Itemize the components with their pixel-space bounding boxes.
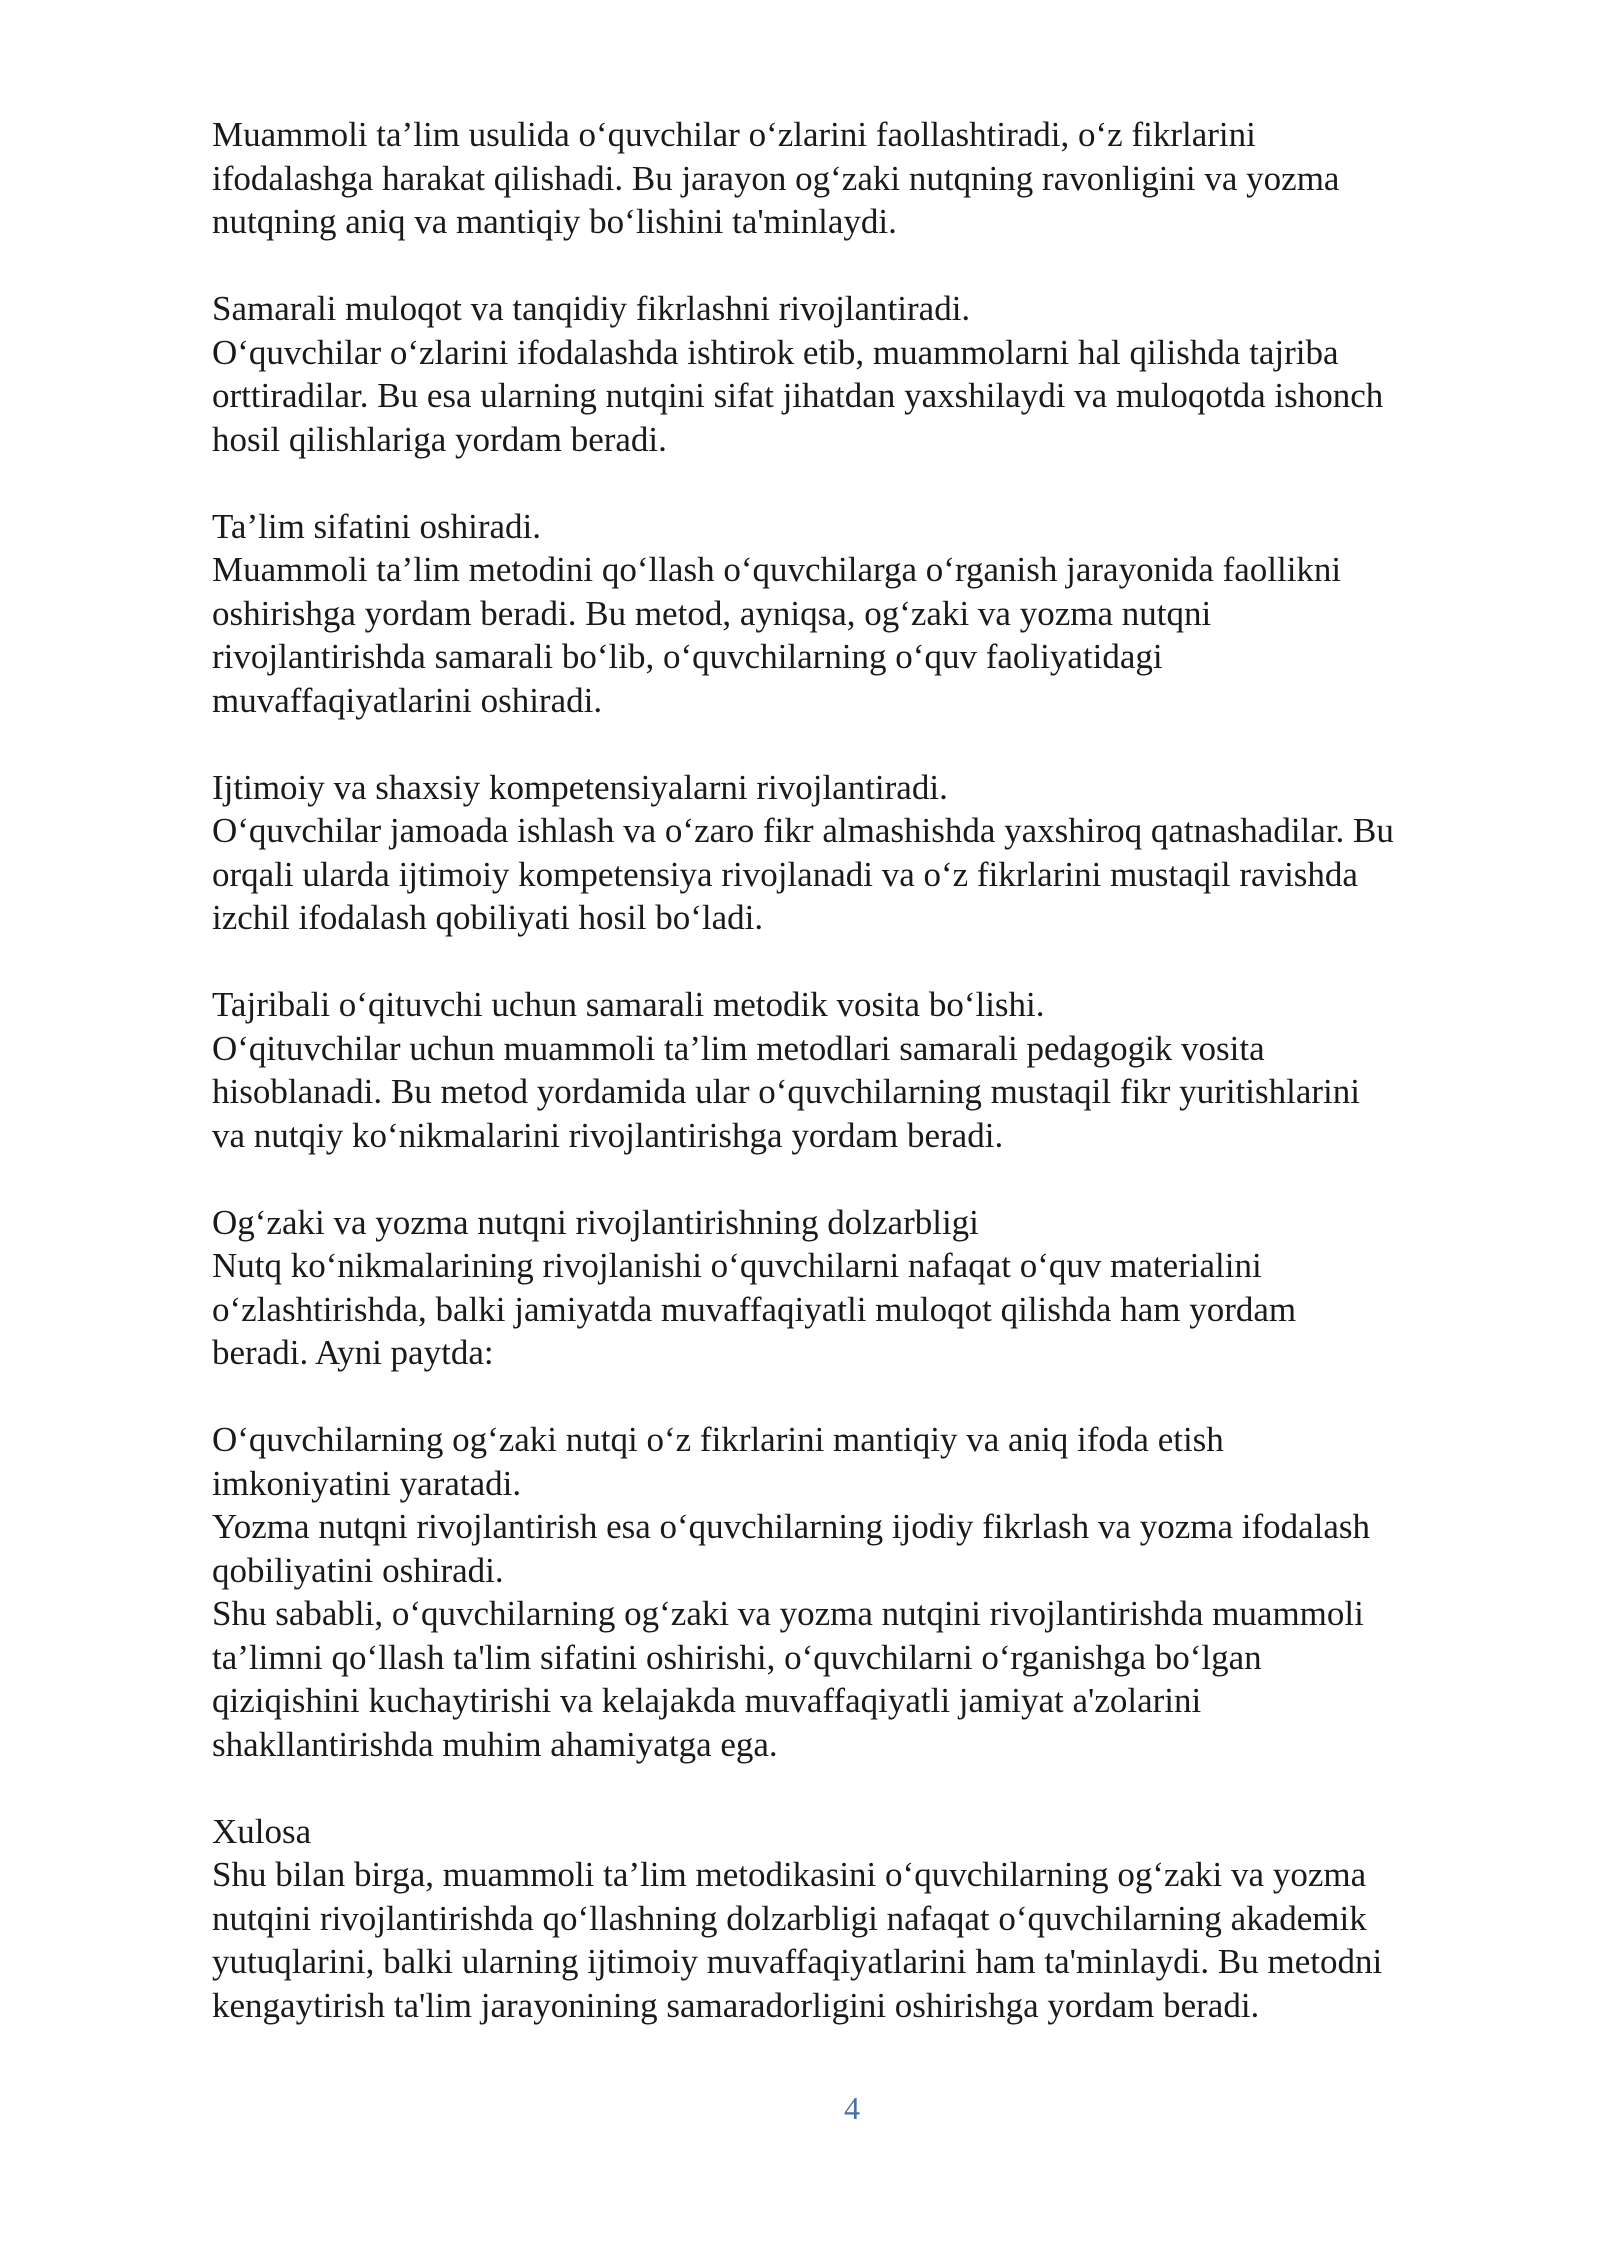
paragraph	[212, 1418, 1512, 1766]
text-line: qobiliyatini oshiradi.	[212, 1550, 504, 1590]
text-line: Shu bilan birga, muammoli ta’lim metodikasini o‘quvchilarning og‘zaki va yozma	[212, 1855, 1367, 1894]
text-line: orqali ularda ijtimoiy kompetensiya rivojlanadi va o‘z fikrlarini mustaqil ravishda	[212, 854, 1358, 894]
text-line: nutqning aniq va mantiqiy bo‘lishini ta'minlaydi.	[212, 202, 897, 241]
section-heading: Tajribali o‘qituvchi uchun samarali metodik vosita bo‘lishi.	[212, 985, 1045, 1024]
text-line: yutuqlarini, balki ularning ijtimoiy muvaffaqiyatlarini ham ta'minlaydi. Bu metodni	[212, 1942, 1383, 1981]
paragraph	[212, 113, 1512, 244]
text-line: shakllantirishda muhim ahamiyatga ega.	[212, 1724, 778, 1764]
paragraph	[212, 1201, 1512, 1375]
text-line: Muammoli ta’lim usulida o‘quvchilar o‘zlarini faollashtiradi, o‘z fikrlarini	[212, 115, 1256, 154]
text-line: imkoniyatini yaratadi.	[212, 1463, 522, 1503]
text-line: ifodalashga harakat qilishadi. Bu jarayon og‘zaki nutqning ravonligini va yozma	[212, 158, 1340, 198]
text-line: oshirishga yordam beradi. Bu metod, ayniqsa, og‘zaki va yozma nutqni	[212, 593, 1212, 633]
paragraph	[212, 505, 1512, 723]
section-heading: Xulosa	[212, 1811, 312, 1851]
text-line: muvaffaqiyatlarini oshiradi.	[212, 680, 603, 720]
paragraph	[212, 983, 1512, 1157]
text-line: O‘quvchilarning og‘zaki nutqi o‘z fikrlarini mantiqiy va aniq ifoda etish	[212, 1420, 1224, 1459]
section-heading: Samarali muloqot va tanqidiy fikrlashni rivojlantiradi.	[212, 289, 971, 328]
text-line: nutqini rivojlantirishda qo‘llashning dolzarbligi nafaqat o‘quvchilarning akademik	[212, 1898, 1367, 1938]
text-line: qiziqishini kuchaytirishi va kelajakda muvaffaqiyatli jamiyat a'zolarini	[212, 1681, 1202, 1720]
paragraph	[212, 1810, 1512, 2028]
text-line: va nutqiy ko‘nikmalarini rivojlantirishga yordam beradi.	[212, 1115, 1004, 1155]
text-line: ta’limni qo‘llash ta'lim sifatini oshirishi, o‘quvchilarni o‘rganishga bo‘lgan	[212, 1637, 1262, 1677]
text-line: O‘quvchilar jamoada ishlash va o‘zaro fikr almashishda yaxshiroq qatnashadilar. Bu	[212, 811, 1394, 850]
text-line: beradi. Ayni paytda:	[212, 1333, 494, 1372]
text-line: O‘qituvchilar uchun muammoli ta’lim metodlari samarali pedagogik vosita	[212, 1028, 1265, 1068]
text-line: Yozma nutqni rivojlantirish esa o‘quvchilarning ijodiy fikrlash va yozma ifodalash	[212, 1507, 1371, 1546]
document-body	[212, 113, 1512, 2071]
paragraph	[212, 287, 1512, 461]
text-line: o‘zlashtirishda, balki jamiyatda muvaffaqiyatli muloqot qilishda ham yordam	[212, 1289, 1297, 1329]
text-line: orttiradilar. Bu esa ularning nutqini sifat jihatdan yaxshilaydi va muloqotda ishonch	[212, 376, 1384, 415]
text-line: Nutq ko‘nikmalarining rivojlanishi o‘quvchilarni nafaqat o‘quv materialini	[212, 1246, 1262, 1285]
section-heading: Ijtimoiy va shaxsiy kompetensiyalarni rivojlantiradi.	[212, 767, 948, 807]
section-heading: Og‘zaki va yozma nutqni rivojlantirishning dolzarbligi	[212, 1202, 979, 1242]
text-line: Muammoli ta’lim metodini qo‘llash o‘quvchilarga o‘rganish jarayonida faollikni	[212, 550, 1342, 589]
text-line: hisoblanadi. Bu metod yordamida ular o‘quvchilarning mustaqil fikr yuritishlarini	[212, 1072, 1360, 1111]
text-line: hosil qilishlariga yordam beradi.	[212, 419, 667, 459]
paragraph	[212, 766, 1512, 940]
page-number: 4	[844, 2090, 860, 2126]
text-line: kengaytirish ta'lim jarayonining samaradorligini oshirishga yordam beradi.	[212, 1985, 1260, 2025]
text-line: izchil ifodalash qobiliyati hosil bo‘ladi.	[212, 898, 764, 937]
text-line: O‘quvchilar o‘zlarini ifodalashda ishtirok etib, muammolarni hal qilishda tajriba	[212, 332, 1339, 372]
text-line: rivojlantirishda samarali bo‘lib, o‘quvchilarning o‘quv faoliyatidagi	[212, 637, 1163, 676]
text-line: Shu sababli, o‘quvchilarning og‘zaki va yozma nutqini rivojlantirishda muammoli	[212, 1594, 1364, 1633]
section-heading: Ta’lim sifatini oshiradi.	[212, 506, 542, 546]
